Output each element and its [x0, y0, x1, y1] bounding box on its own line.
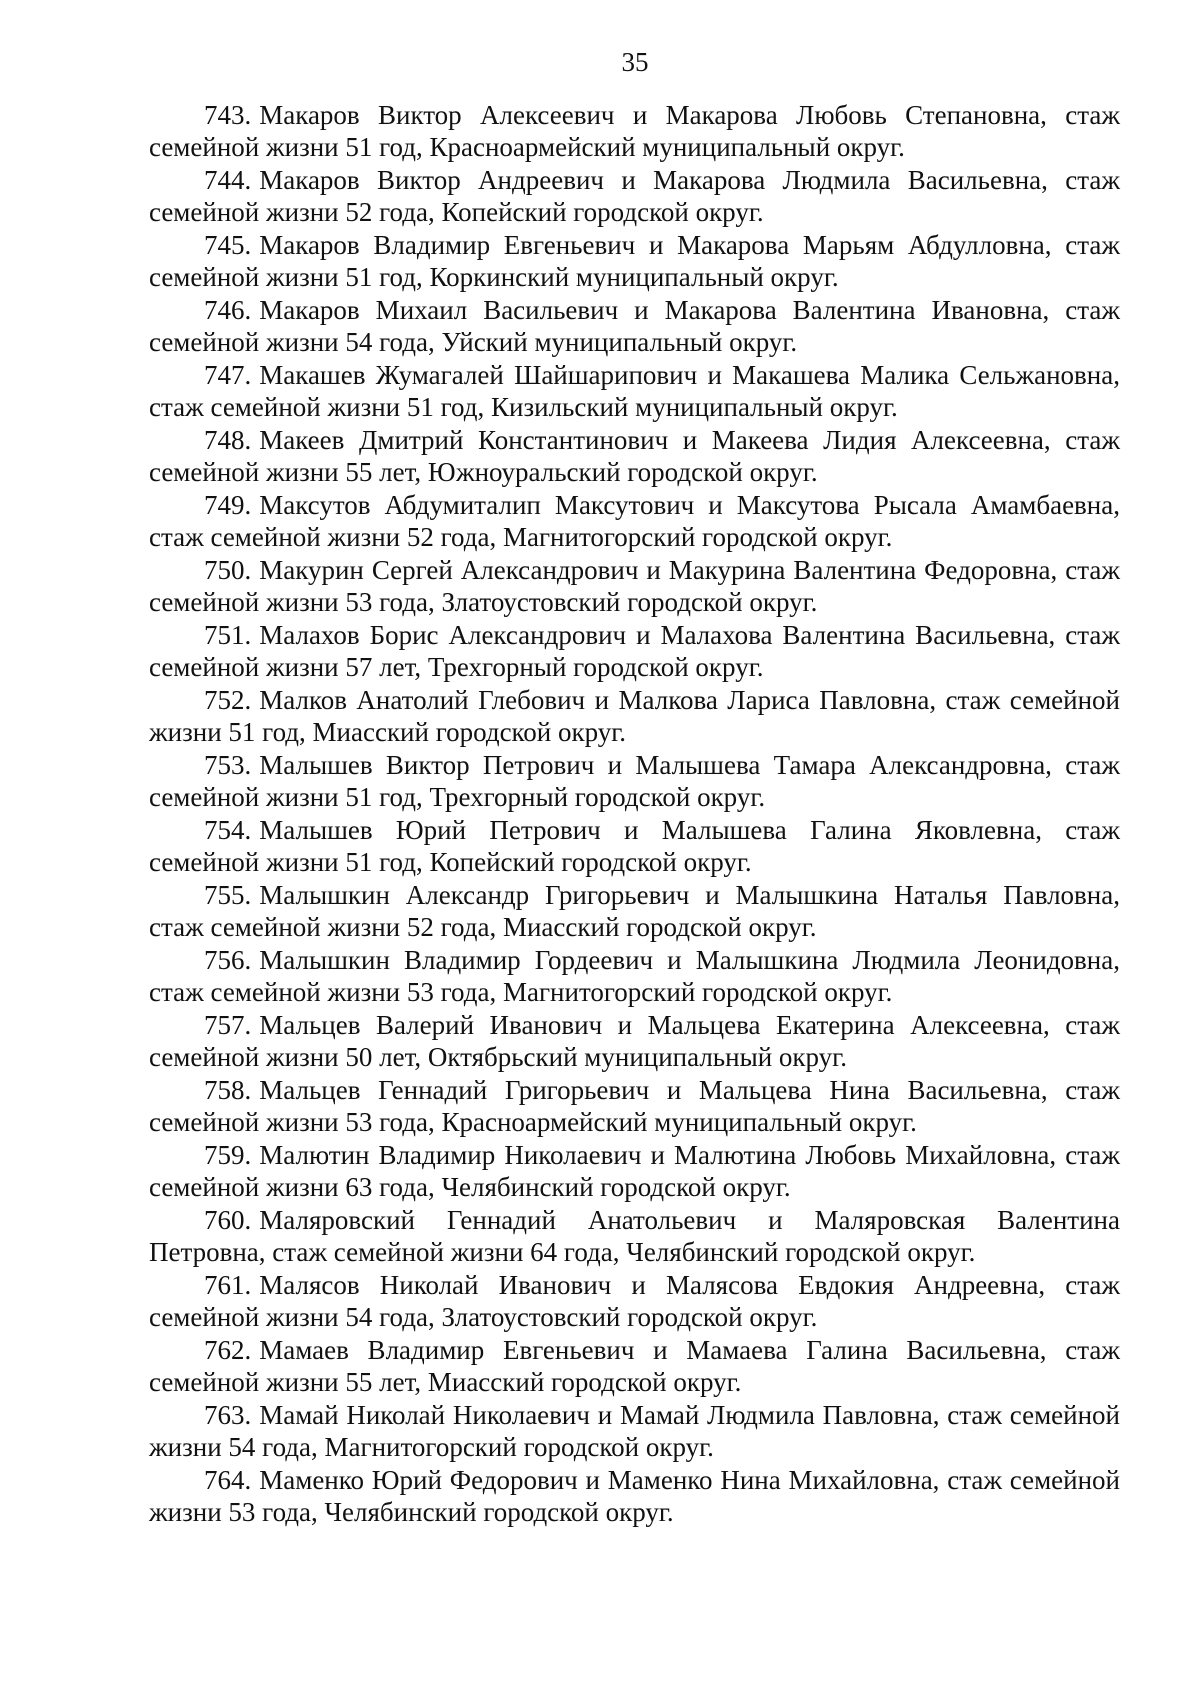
entry-number: 759. [204, 1140, 252, 1170]
list-item [149, 489, 1120, 554]
entry-number: 758. [204, 1075, 252, 1105]
entry-text-line1: Малышев Виктор Петрович и Малышева Тамара Александровна, стаж [259, 750, 1120, 780]
entry-text-line1: Макаров Виктор Алексеевич и Макарова Любовь Степановна, стаж [259, 100, 1120, 130]
entry-first-line [149, 1139, 1120, 1171]
list-item [149, 619, 1120, 684]
entry-first-line [149, 554, 1120, 586]
entry-text-line2: стаж семейной жизни 51 год, Кизильский муниципальный округ. [149, 392, 898, 422]
list-item [149, 1074, 1120, 1139]
entry-text-line1: Малясов Николай Иванович и Малясова Евдокия Андреевна, стаж [259, 1270, 1120, 1300]
entry-text-line1: Макаров Виктор Андреевич и Макарова Людмила Васильевна, стаж [259, 165, 1120, 195]
entry-first-line [149, 1204, 1120, 1236]
page-number: 35 [621, 47, 649, 77]
entry-text-line1: Малышкин Александр Григорьевич и Малышкина Наталья Павловна, [259, 880, 1120, 910]
entry-text-line1: Макаров Михаил Васильевич и Макарова Валентина Ивановна, стаж [259, 295, 1120, 325]
entry-first-line [149, 294, 1120, 326]
list-item [149, 359, 1120, 424]
entry-first-line [149, 619, 1120, 651]
list-item [149, 164, 1120, 229]
entry-number: 755. [204, 880, 252, 910]
entry-first-line [149, 424, 1120, 456]
entry-number: 764. [204, 1465, 252, 1495]
entry-number: 751. [204, 620, 252, 650]
entry-first-line [149, 684, 1120, 716]
list-item [149, 944, 1120, 1009]
entry-text-line1: Макаров Владимир Евгеньевич и Макарова Марьям Абдулловна, стаж [259, 230, 1120, 260]
entry-number: 752. [204, 685, 252, 715]
entry-number: 743. [204, 100, 252, 130]
entry-first-line [149, 1269, 1120, 1301]
entry-number: 746. [204, 295, 252, 325]
entry-number: 757. [204, 1010, 252, 1040]
entry-number: 761. [204, 1270, 252, 1300]
list-item [149, 99, 1120, 164]
entry-text-line1: Малахов Борис Александрович и Малахова Валентина Васильевна, стаж [259, 620, 1120, 650]
entry-text-line2: семейной жизни 51 год, Копейский городской округ. [149, 847, 752, 877]
entry-first-line [149, 1334, 1120, 1366]
entry-text-line2: семейной жизни 51 год, Коркинский муниципальный округ. [149, 262, 839, 292]
list-item [149, 684, 1120, 749]
list-item [149, 1269, 1120, 1334]
award-list [149, 99, 1120, 1529]
list-item [149, 294, 1120, 359]
list-item [149, 1009, 1120, 1074]
entry-number: 753. [204, 750, 252, 780]
entry-number: 756. [204, 945, 252, 975]
entry-number: 745. [204, 230, 252, 260]
entry-text-line2: семейной жизни 63 года, Челябинский городской округ. [149, 1172, 791, 1202]
list-item [149, 879, 1120, 944]
entry-text-line2: семейной жизни 54 года, Златоустовский городской округ. [149, 1302, 818, 1332]
entry-text-line2: жизни 53 года, Челябинский городской округ. [149, 1497, 674, 1527]
entry-text-line2: стаж семейной жизни 52 года, Миасский городской округ. [149, 912, 817, 942]
list-item [149, 749, 1120, 814]
entry-number: 747. [204, 360, 252, 390]
entry-first-line [149, 1399, 1120, 1431]
entry-text-line2: стаж семейной жизни 53 года, Магнитогорский городской округ. [149, 977, 893, 1007]
entry-text-line1: Малышев Юрий Петрович и Малышева Галина Яковлевна, стаж [259, 815, 1120, 845]
entry-first-line [149, 164, 1120, 196]
entry-first-line [149, 814, 1120, 846]
list-item [149, 814, 1120, 879]
entry-text-line2: семейной жизни 51 год, Трехгорный городской округ. [149, 782, 766, 812]
entry-first-line [149, 879, 1120, 911]
entry-text-line1: Мальцев Геннадий Григорьевич и Мальцева Нина Васильевна, стаж [259, 1075, 1120, 1105]
entry-text-line1: Макурин Сергей Александрович и Макурина Валентина Федоровна, стаж [259, 555, 1120, 585]
entry-text-line1: Малютин Владимир Николаевич и Малютина Любовь Михайловна, стаж [259, 1140, 1120, 1170]
entry-first-line [149, 1464, 1120, 1496]
entry-number: 750. [204, 555, 252, 585]
entry-first-line [149, 99, 1120, 131]
entry-text-line1: Макеев Дмитрий Константинович и Макеева Лидия Алексеевна, стаж [259, 425, 1120, 455]
entry-text-line2: семейной жизни 51 год, Красноармейский муниципальный округ. [149, 132, 905, 162]
entry-first-line [149, 944, 1120, 976]
list-item [149, 229, 1120, 294]
entry-text-line1: Макашев Жумагалей Шайшарипович и Макашева Малика Сельжановна, [259, 360, 1120, 390]
entry-text-line1: Малков Анатолий Глебович и Малкова Лариса Павловна, стаж семейной [259, 685, 1120, 715]
entry-text-line2: семейной жизни 53 года, Красноармейский муниципальный округ. [149, 1107, 917, 1137]
entry-first-line [149, 489, 1120, 521]
entry-text-line2: жизни 51 год, Миасский городской округ. [149, 717, 627, 747]
entry-text-line1: Маменко Юрий Федорович и Маменко Нина Михайловна, стаж семейной [259, 1465, 1120, 1495]
entry-number: 754. [204, 815, 252, 845]
entry-text-line2: стаж семейной жизни 52 года, Магнитогорский городской округ. [149, 522, 893, 552]
entry-number: 760. [204, 1205, 252, 1235]
list-item [149, 1139, 1120, 1204]
entry-first-line [149, 1009, 1120, 1041]
entry-text-line2: семейной жизни 54 года, Уйский муниципальный округ. [149, 327, 798, 357]
entry-text-line1: Мамаев Владимир Евгеньевич и Мамаева Галина Васильевна, стаж [259, 1335, 1120, 1365]
entry-first-line [149, 749, 1120, 781]
entry-number: 749. [204, 490, 252, 520]
entry-text-line1: Мальцев Валерий Иванович и Мальцева Екатерина Алексеевна, стаж [259, 1010, 1120, 1040]
entry-text-line1: Маляровский Геннадий Анатольевич и Маляровская Валентина [259, 1205, 1120, 1235]
entry-text-line2: семейной жизни 53 года, Златоустовский городской округ. [149, 587, 818, 617]
list-item [149, 1464, 1120, 1529]
entry-text-line2: семейной жизни 52 года, Копейский городской округ. [149, 197, 764, 227]
entry-text-line2: семейной жизни 55 лет, Южноуральский городской округ. [149, 457, 818, 487]
entry-number: 763. [204, 1400, 252, 1430]
list-item [149, 1334, 1120, 1399]
entry-first-line [149, 229, 1120, 261]
entry-number: 744. [204, 165, 252, 195]
entry-text-line2: жизни 54 года, Магнитогорский городской округ. [149, 1432, 714, 1462]
entry-text-line1: Мамай Николай Николаевич и Мамай Людмила Павловна, стаж семейной [259, 1400, 1120, 1430]
list-item [149, 424, 1120, 489]
entry-text-line1: Максутов Абдумиталип Максутович и Максутова Рысала Амамбаевна, [259, 490, 1120, 520]
entry-text-line2: Петровна, стаж семейной жизни 64 года, Челябинский городской округ. [149, 1237, 976, 1267]
list-item [149, 554, 1120, 619]
entry-number: 762. [204, 1335, 252, 1365]
entry-text-line2: семейной жизни 50 лет, Октябрьский муниципальный округ. [149, 1042, 847, 1072]
list-item [149, 1399, 1120, 1464]
entry-number: 748. [204, 425, 252, 455]
entry-first-line [149, 1074, 1120, 1106]
entry-text-line2: семейной жизни 57 лет, Трехгорный городской округ. [149, 652, 764, 682]
entry-text-line1: Малышкин Владимир Гордеевич и Малышкина Людмила Леонидовна, [259, 945, 1120, 975]
entry-text-line2: семейной жизни 55 лет, Миасский городской округ. [149, 1367, 742, 1397]
list-item [149, 1204, 1120, 1269]
entry-first-line [149, 359, 1120, 391]
